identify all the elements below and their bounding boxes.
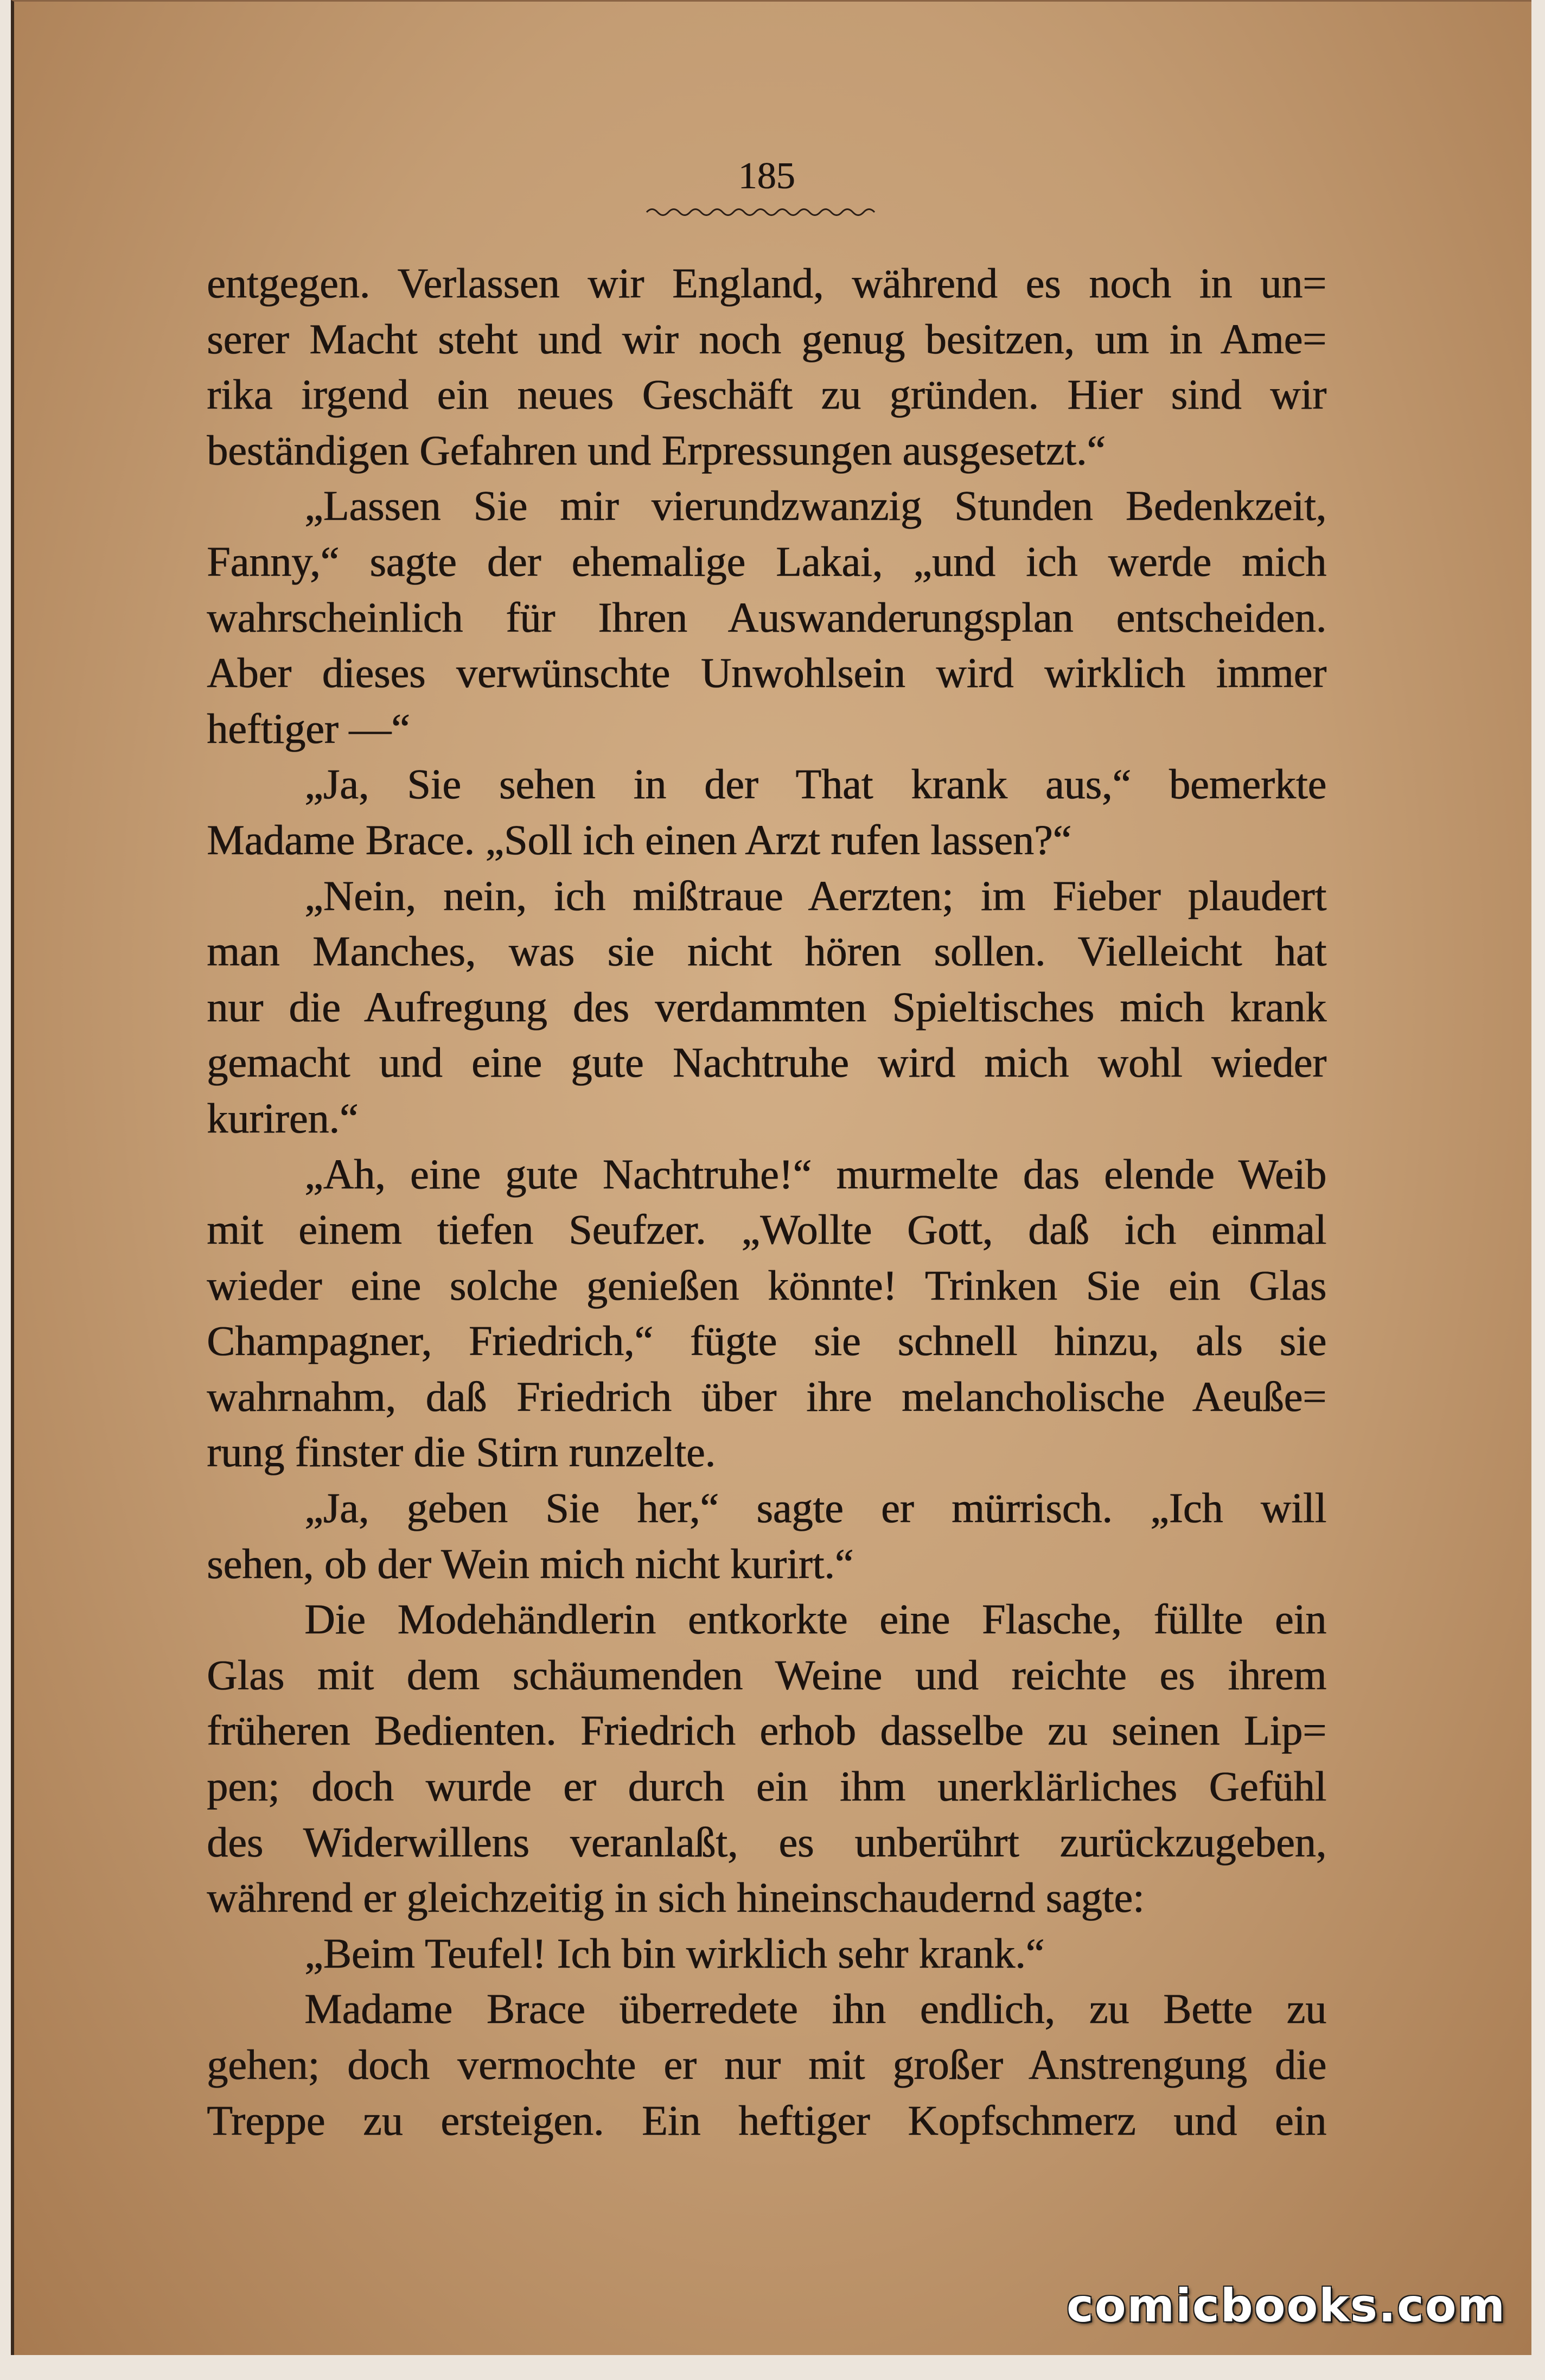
text-line: serer Macht steht und wir noch genug besitzen, um in Ame= (207, 315, 1326, 362)
ornament-divider (644, 203, 878, 220)
text-line: wieder eine solche genießen könnte! Trinken Sie ein Glas (207, 1261, 1326, 1309)
text-line: „Ah, eine gute Nachtruhe!“ murmelte das elende Weib (304, 1150, 1326, 1198)
text-line: wahrscheinlich für Ihren Auswanderungsplan entscheiden. (207, 593, 1326, 641)
text-line: beständigen Gefahren und Erpressungen ausgesetzt.“ (207, 426, 1106, 474)
text-line: früheren Bedienten. Friedrich erhob dasselbe zu seinen Lip= (207, 1707, 1326, 1754)
text-line: Fanny,“ sagte der ehemalige Lakai, „und ich werde mich (207, 537, 1326, 585)
text-line: während er gleichzeitig in sich hineinschaudernd sagte: (207, 1874, 1145, 1921)
text-line: Die Modehändlerin entkorkte eine Flasche, füllte ein (304, 1595, 1326, 1643)
paragraph (207, 1480, 1326, 1592)
text-line: nur die Aufregung des verdammten Spieltisches mich krank (207, 983, 1326, 1030)
paragraph (207, 1592, 1326, 1926)
text-line: sehen, ob der Wein mich nicht kurirt.“ (207, 1539, 854, 1587)
paragraph (207, 1981, 1326, 2148)
book-page (11, 0, 1531, 2355)
text-line: man Manches, was sie nicht hören sollen. Vielleicht hat (207, 927, 1326, 975)
paragraph (207, 1147, 1326, 1481)
text-line: heftiger —“ (207, 704, 410, 752)
text-line: entgegen. Verlassen wir England, während es noch in un= (207, 259, 1326, 307)
paragraph (207, 756, 1326, 868)
paragraph (207, 868, 1326, 1147)
text-line: rung finster die Stirn runzelte. (207, 1428, 716, 1476)
text-line: Champagner, Friedrich,“ fügte sie schnell hinzu, als sie (207, 1317, 1326, 1365)
text-line: Aber dieses verwünschte Unwohlsein wird wirklich immer (207, 649, 1326, 697)
text-line: „Beim Teufel! Ich bin wirklich sehr krank.“ (304, 1929, 1045, 1977)
text-line: rika irgend ein neues Geschäft zu gründen. Hier sind wir (207, 371, 1326, 418)
text-line: mit einem tiefen Seufzer. „Wollte Gott, daß ich einmal (207, 1206, 1326, 1253)
text-line: gemacht und eine gute Nachtruhe wird mich wohl wieder (207, 1039, 1326, 1086)
text-line: „Nein, nein, ich mißtraue Aerzten; im Fieber plaudert (304, 871, 1326, 919)
paragraph (207, 478, 1326, 756)
paragraph (207, 256, 1326, 478)
text-line: Treppe zu ersteigen. Ein heftiger Kopfschmerz und ein (207, 2096, 1326, 2144)
text-line: gehen; doch vermochte er nur mit großer Anstrengung die (207, 2041, 1326, 2088)
text-line: kuriren.“ (207, 1094, 359, 1142)
text-line: wahrnahm, daß Friedrich über ihre melancholische Aeuße= (207, 1372, 1326, 1420)
text-line: pen; doch wurde er durch ein ihm unerklärliches Gefühl (207, 1762, 1326, 1810)
paragraph (207, 1926, 1326, 1982)
text-line: Madame Brace. „Soll ich einen Arzt rufen lassen?“ (207, 816, 1072, 863)
text-line: Madame Brace überredete ihn endlich, zu Bette zu (304, 1985, 1326, 2033)
text-line: „Ja, Sie sehen in der That krank aus,“ bemerkte (304, 760, 1326, 808)
page-number: 185 (738, 155, 795, 197)
body-text (207, 256, 1326, 2148)
text-line: des Widerwillens veranlaßt, es unberührt zurückzugeben, (207, 1818, 1326, 1866)
watermark-logo: comicbooks.com (1067, 2279, 1506, 2332)
text-line: „Ja, geben Sie her,“ sagte er mürrisch. „Ich will (304, 1484, 1326, 1532)
text-line: „Lassen Sie mir vierundzwanzig Stunden Bedenkzeit, (304, 482, 1326, 530)
text-line: Glas mit dem schäumenden Weine und reichte es ihrem (207, 1651, 1326, 1698)
